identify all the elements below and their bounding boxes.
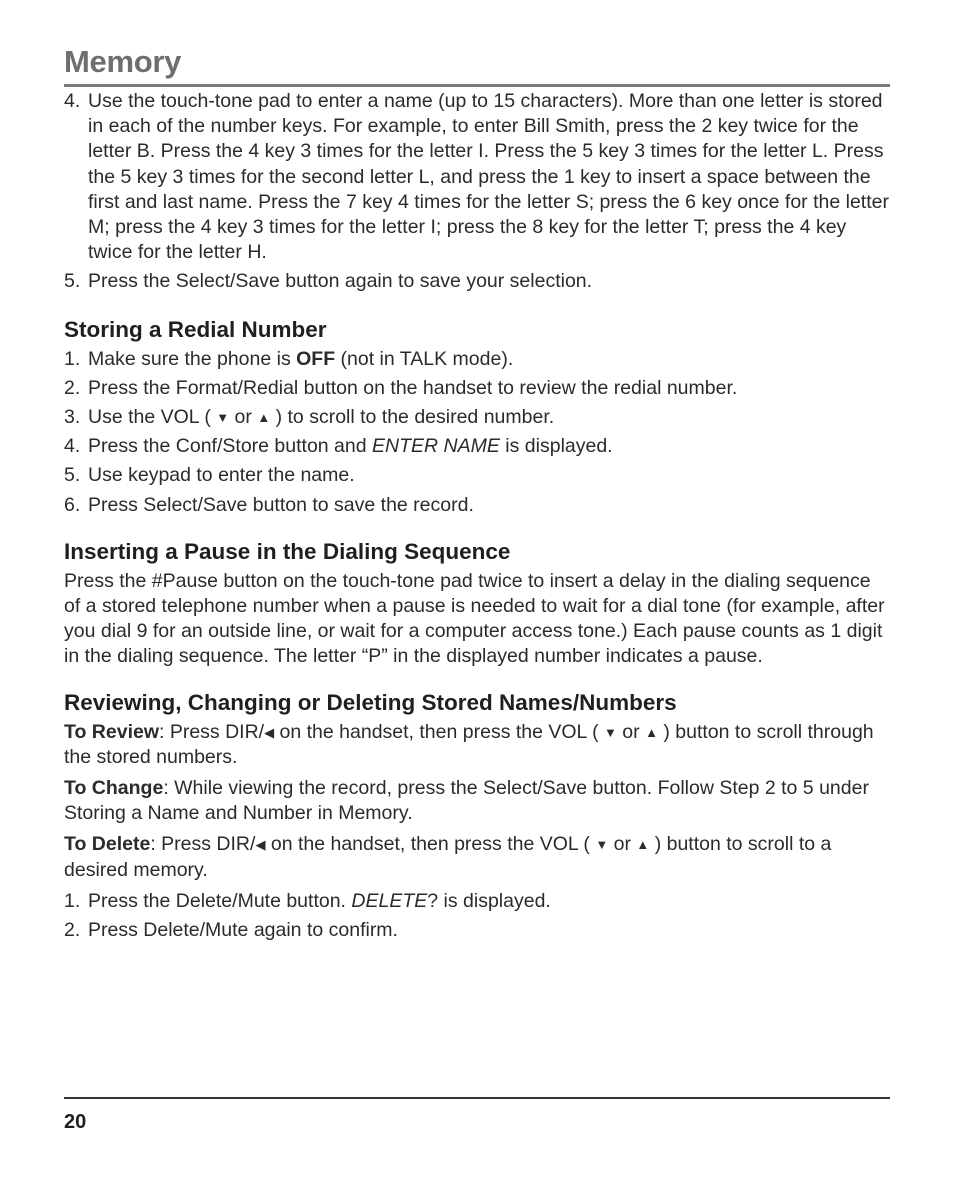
- list-item: 1. Press the Delete/Mute button. DELETE? is displayed.: [64, 889, 551, 912]
- redial-steps: [64, 347, 890, 518]
- page-title: Memory: [64, 44, 182, 79]
- page-number: 20: [64, 1111, 87, 1133]
- title-rule: [64, 84, 890, 87]
- left-arrow-icon: ◀: [255, 837, 266, 853]
- delete-steps: [64, 889, 890, 943]
- left-arrow-icon: ◀: [264, 724, 275, 740]
- list-item: 5. Press the Select/Save button again to save your selection.: [64, 270, 593, 293]
- section-heading-pause: Inserting a Pause in the Dialing Sequence: [64, 538, 511, 564]
- review-paragraph: To Review: Press DIR/◀ on the handset, then press the VOL ( ▼ or ▲ ) button to scroll through the stored numbers.: [64, 720, 874, 768]
- section-heading-redial: Storing a Redial Number: [64, 316, 327, 342]
- list-item: 6. Press Select/Save button to save the record.: [64, 493, 474, 516]
- list-item: 2. Press Delete/Mute again to confirm.: [64, 919, 398, 942]
- down-arrow-icon: ▼: [216, 410, 230, 426]
- footer-rule: [64, 1097, 890, 1099]
- change-paragraph: To Change: While viewing the record, press the Select/Save button. Follow Step 2 to 5 under Storing a Name and Number in Memory.: [64, 777, 869, 825]
- page-content: [64, 89, 890, 947]
- up-arrow-icon: ▲: [257, 410, 271, 426]
- down-arrow-icon: ▼: [595, 837, 609, 853]
- down-arrow-icon: ▼: [604, 724, 617, 740]
- intro-steps: [64, 89, 890, 295]
- pause-paragraph: Press the #Pause button on the touch-tone pad twice to insert a delay in the dialing sequence of a stored telephone number when a pause is needed to wait for a dial tone (for example, after you dial 9 for an outside line, or wait for a computer access tone.) Each pause counts as 1 digit in the dialing sequence. The letter “P” in the displayed number indicates a pause.: [64, 569, 885, 668]
- list-item: 2. Press the Format/Redial button on the handset to review the redial number.: [64, 376, 738, 399]
- list-item: 3. Use the VOL ( ▼ or ▲ ) to scroll to the desired number.: [64, 405, 890, 430]
- list-item: 1. Make sure the phone is OFF (not in TALK mode).: [64, 347, 514, 370]
- list-item: 5. Use keypad to enter the name.: [64, 464, 355, 487]
- delete-paragraph: To Delete: Press DIR/◀ on the handset, then press the VOL ( ▼ or ▲ ) button to scroll to a desired memory.: [64, 833, 832, 881]
- up-arrow-icon: ▲: [645, 724, 658, 740]
- section-heading-review: Reviewing, Changing or Deleting Stored Names/Numbers: [64, 689, 677, 715]
- list-item: 4. Press the Conf/Store button and ENTER NAME is displayed.: [64, 435, 613, 458]
- list-item: 4. Use the touch-tone pad to enter a name (up to 15 characters). More than one letter is stored in each of the number keys. For example, to enter Bill Smith, press the 2 key twice for the letter B. Press the 4 key 3 times for the letter I. Press the 5 key 3 times for the letter L. Press the 5 key 3 times for the second letter L, and press the 1 key to insert a space between the first and last name. Press the 7 key 4 times for the letter S; press the 6 key once for the letter M; press the 4 key 3 times for the letter I; press the 8 key for the letter T; press the 4 key twice for the letter H.: [64, 90, 889, 264]
- up-arrow-icon: ▲: [636, 837, 650, 853]
